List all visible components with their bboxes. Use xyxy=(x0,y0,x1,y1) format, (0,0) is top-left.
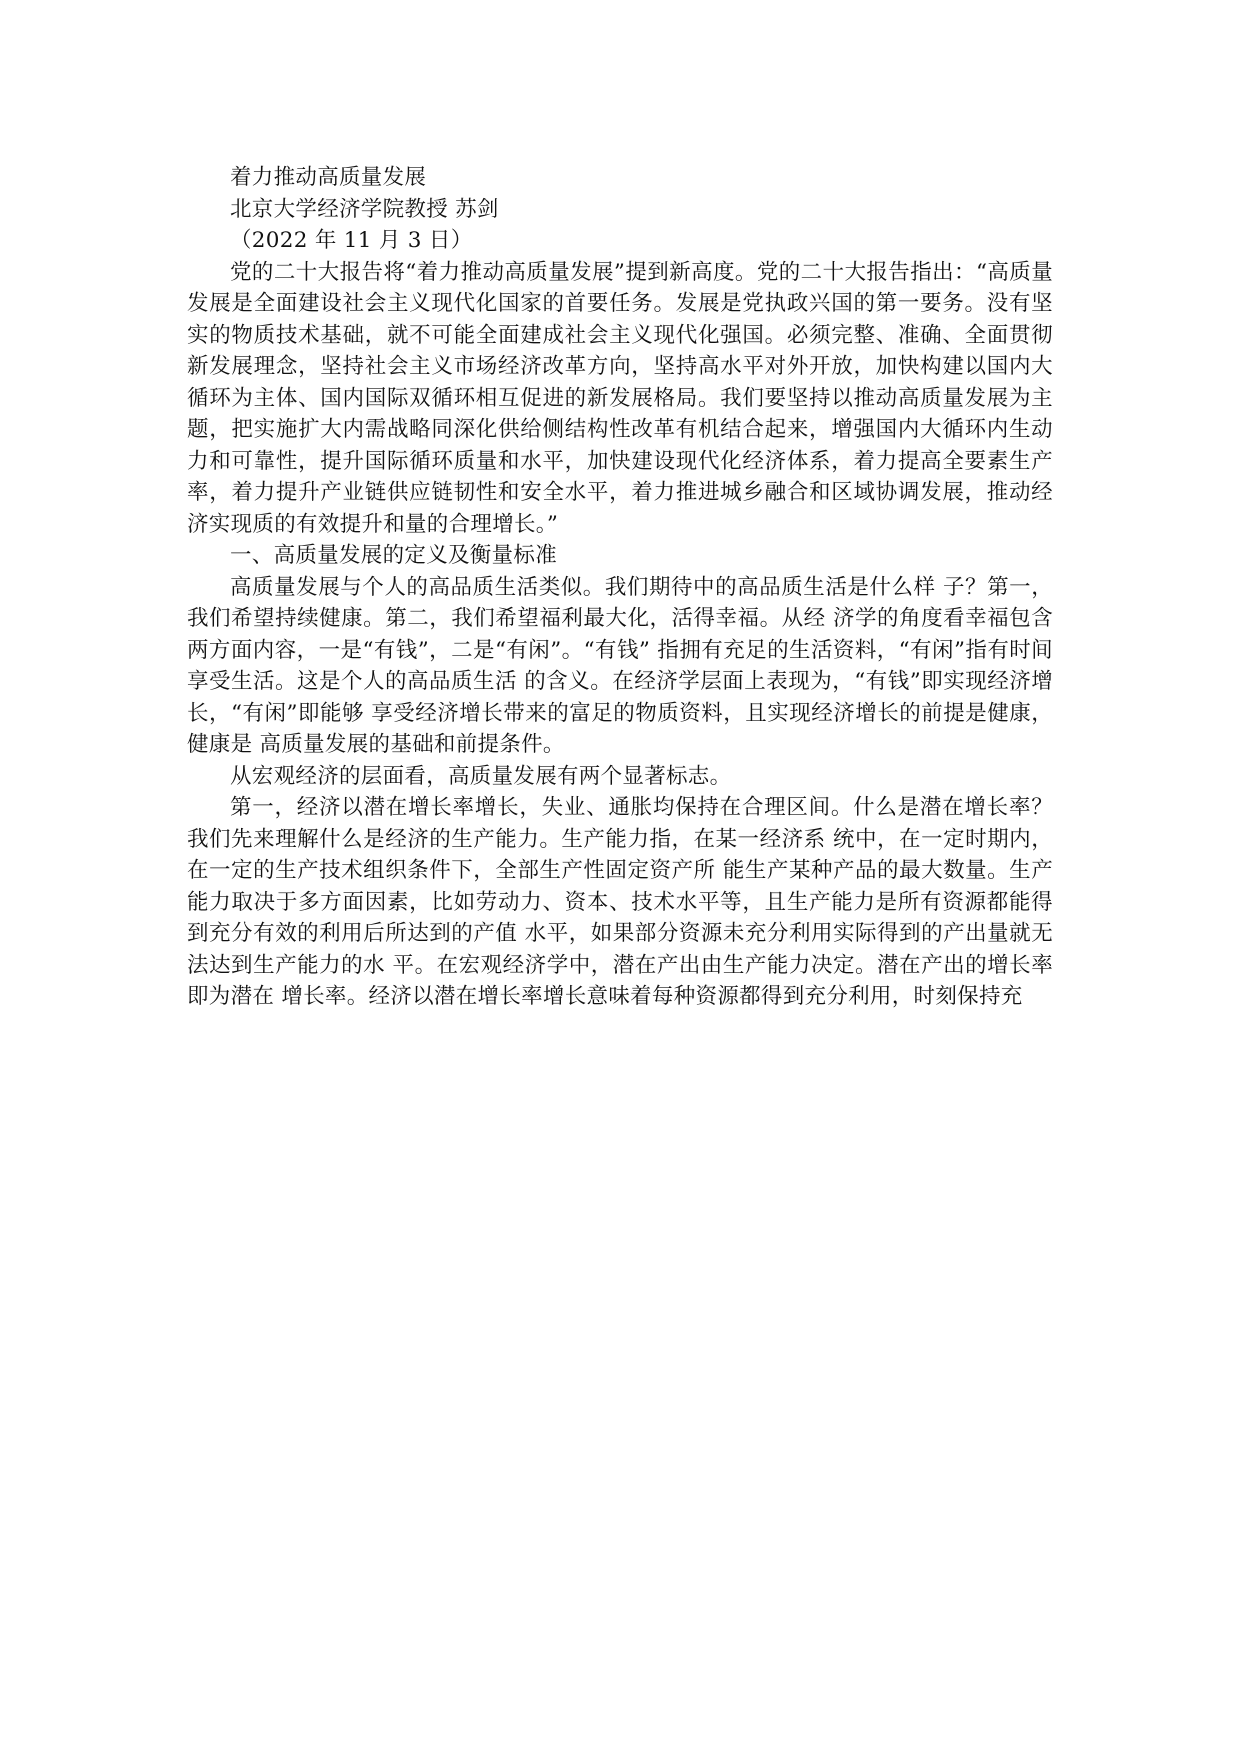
document-title: 着力推动高质量发展 xyxy=(230,165,427,190)
paragraph-potential-growth: 第一，经济以潜在增长率增长，失业、通胀均保持在合理区间。什么是潜在增长率？我们先来理解什么是经济的生产能力。生产能力指，在某一经济系 统中，在一定时期内，在一定的生产技术组织条件下，全部生产性固定资产所 能生产某种产品的最大数量。生产能力取决于多方面因素，比如劳动力、资本、技术水平等，且生产能力是所有资源都能得到充分有效的利用后所达到的产值 水平，如果部分资源未充分利用实际得到的产出量就无法达到生产能力的水 平。在宏观经济学中，潜在产出由生产能力决定。潜在产出的增长率即为潜在 增长率。经济以潜在增长率增长意味着每种资源都得到充分利用，时刻保持充 xyxy=(187,795,1053,1009)
document-body xyxy=(187,162,1053,1013)
paragraph-macro-signs: 从宏观经济的层面看，高质量发展有两个显著标志。 xyxy=(230,763,732,789)
author-line: 北京大学经济学院教授 苏剑 xyxy=(230,196,499,222)
paragraph-quality-life: 高质量发展与个人的高品质生活类似。我们期待中的高品质生活是什么样 子？第一，我们希望持续健康。第二，我们希望福利最大化，活得幸福。从经 济学的角度看幸福包含两方面内容，一是“有钱”，二是“有闲”。“有钱” 指拥有充足的生活资料，“有闲”指有时间享受生活。这是个人的高品质生活 的含义。在经济学层面上表现为，“有钱”即实现经济增长，“有闲”即能够 享受经济增长带来的富足的物质资料，且实现经济增长的前提是健康，健康是 高质量发展的基础和前提条件。 xyxy=(187,574,1053,757)
section-heading: 一、高质量发展的定义及衡量标准 xyxy=(230,543,558,568)
paragraph-intro: 党的二十大报告将“着力推动高质量发展”提到新高度。党的二十大报告指出：“高质量发展是全面建设社会主义现代化国家的首要任务。发展是党执政兴国的第一要务。没有坚实的物质技术基础，就不可能全面建成社会主义现代化强国。必须完整、准确、全面贯彻新发展理念，坚持社会主义市场经济改革方向，坚持高水平对外开放，加快构建以国内大循环为主体、国内国际双循环相互促进的新发展格局。我们要坚持以推动高质量发展为主题，把实施扩大内需战略同深化供给侧结构性改革有机结合起来，增强国内大循环内生动力和可靠性，提升国际循环质量和水平，加快建设现代化经济体系，着力提高全要素生产率，着力提升产业链供应链韧性和安全水平，着力推进城乡融合和区域协调发展，推动经济实现质的有效提升和量的合理增长。” xyxy=(187,259,1053,537)
date-line: （2022 年 11 月 3 日） xyxy=(230,228,473,253)
